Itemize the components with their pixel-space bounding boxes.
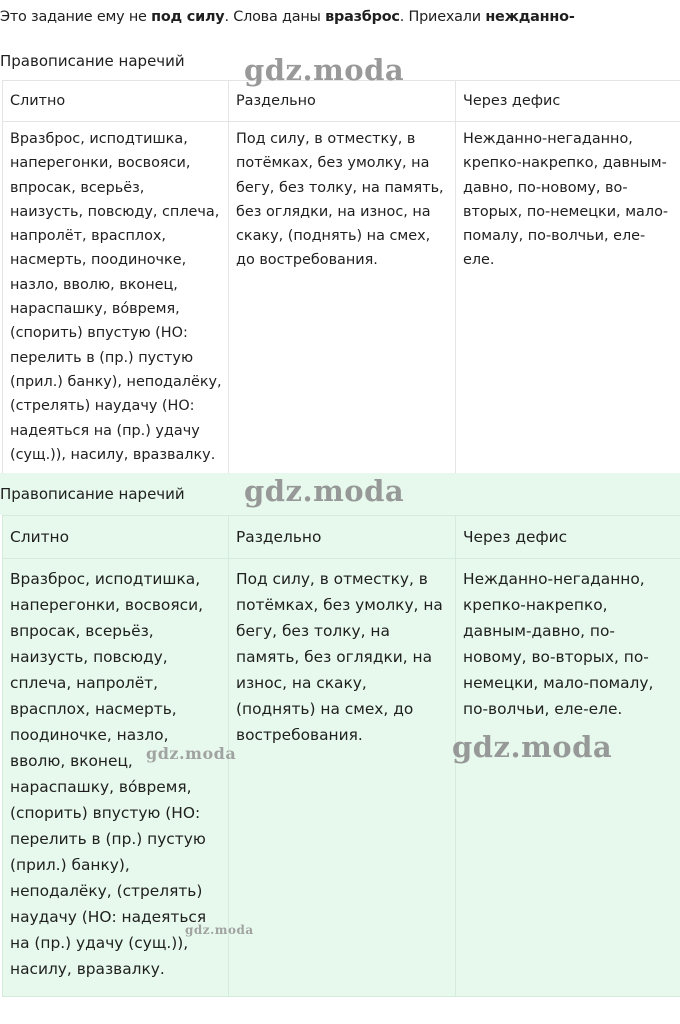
header-merged: Слитно <box>3 81 229 122</box>
table-header-row <box>3 516 680 559</box>
header-hyphen: Через дефис <box>456 516 680 559</box>
header-separate: Раздельно <box>229 81 456 122</box>
intro-text-3: . Приехали <box>399 9 486 25</box>
cell-hyphen: Нежданно-негаданно, крепко-накрепко, давным-давно, по-новому, во-вторых, по-немецки, мало-помалу, по-волчьи, еле-еле. <box>456 559 680 997</box>
table-2-title: Правописание наречий <box>0 485 185 503</box>
cell-merged: Вразброс, исподтишка, наперегонки, восвояси, впросак, всерьёз, наизусть, повсюду, сплеча, напролёт, врасплох, насмерть, поодиночке, назло, вволю, вконец, нараспашку, во́время, (спорить) впустую (НО: перелить в (пр.) пустую (прил.) банку), неподалёку, (стрелять) наудачу (НО: надеяться на (пр.) удачу (сущ.)), насилу, вразвалку. <box>3 122 229 481</box>
intro-bold-1: под силу <box>151 9 225 25</box>
table-1-title: Правописание наречий <box>0 52 185 70</box>
cell-separate: Под силу, в отместку, в потёмках, без умолку, на бегу, без толку, на память, без оглядки, на износ, на скаку, (поднять) на смех, до востребования. <box>229 122 456 481</box>
intro-bold-2: вразброс <box>325 9 400 25</box>
cell-separate: Под силу, в отместку, в потёмках, без умолку, на бегу, без толку, на память, без оглядки, на износ, на скаку, (поднять) на смех, до востребования. <box>229 559 456 997</box>
intro-text-1: Это задание ему не <box>0 9 152 25</box>
table-row <box>3 559 680 997</box>
watermark-logo: gdz.moda <box>146 744 237 763</box>
cell-merged: Вразброс, исподтишка, наперегонки, восвояси, впросак, всерьёз, наизусть, повсюду, сплеча, напролёт, врасплох, насмерть, поодиночке, назло, вволю, вконец, нараспашку, во́время, (спорить) впустую (НО: перелить в (пр.) пустую (прил.) банку), неподалёку, (стрелять) наудачу (НО: надеяться на (пр.) удачу (сущ.)), насилу, вразвалку. <box>3 559 229 997</box>
intro-bold-3: нежданно- <box>485 9 575 25</box>
watermark-logo: gdz.moda <box>244 53 405 87</box>
header-hyphen: Через дефис <box>456 81 680 122</box>
watermark-logo: gdz.moda <box>244 474 405 508</box>
watermark-logo: gdz.moda <box>185 923 254 937</box>
adverbs-table-1 <box>2 80 680 481</box>
intro-sentence <box>0 6 680 28</box>
watermark-logo: gdz.moda <box>452 730 613 764</box>
table-row <box>3 122 680 481</box>
header-merged: Слитно <box>3 516 229 559</box>
intro-text-2: . Слова даны <box>224 9 326 25</box>
header-separate: Раздельно <box>229 516 456 559</box>
cell-hyphen: Нежданно-негаданно, крепко-накрепко, давным-давно, по-новому, во-вторых, по-немецки, мало-помалу, по-волчьи, еле-еле. <box>456 122 680 481</box>
